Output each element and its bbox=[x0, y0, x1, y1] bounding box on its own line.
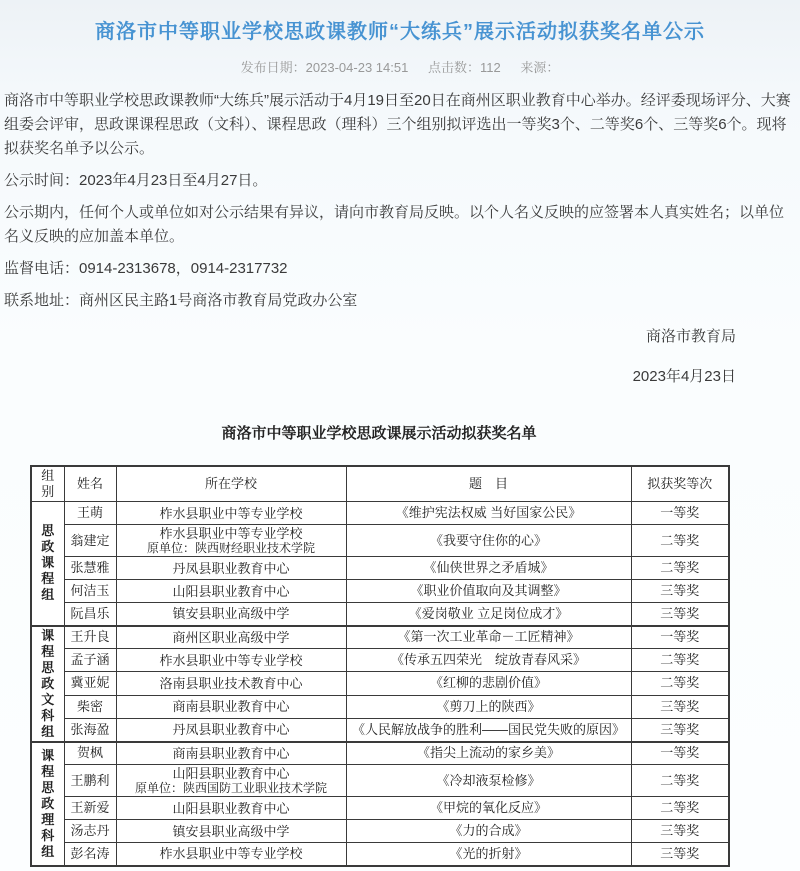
table-header-row bbox=[31, 466, 729, 502]
paragraph-publicity-period: 公示时间：2023年4月23日至4月27日。 bbox=[4, 172, 268, 189]
lesson-title-cell: 《职业价值取向及其调整》 bbox=[346, 580, 631, 603]
school-name: 柞水县职业中等专业学校 bbox=[159, 652, 303, 668]
school-name: 丹凤县职业教育中心 bbox=[172, 560, 290, 576]
header-name: 姓名 bbox=[64, 466, 116, 502]
teacher-name-cell: 王升良 bbox=[64, 626, 116, 649]
teacher-name-cell: 彭名涛 bbox=[64, 843, 116, 866]
click-count: 点击数：112 bbox=[427, 60, 501, 75]
award-cell: 二等奖 bbox=[631, 797, 729, 820]
teacher-name-cell: 翁建定 bbox=[64, 525, 116, 557]
award-cell: 三等奖 bbox=[631, 718, 729, 741]
award-cell: 三等奖 bbox=[631, 580, 729, 603]
lesson-title-cell: 《仙侠世界之矛盾城》 bbox=[346, 557, 631, 580]
paragraph-intro: 商洛市中等职业学校思政课教师“大练兵”展示活动于4月19日至20日在商州区职业教育中心举办。经评委现场评分、大赛组委会评审，思政课课程思政（文科）、课程思政（理科）三个组别拟评选出一等奖3个、二等奖6个、三等奖6个。现将拟获奖名单予以公示。 bbox=[4, 92, 791, 157]
table-caption: 商洛市中等职业学校思政课展示活动拟获奖名单 bbox=[221, 425, 537, 442]
award-cell: 三等奖 bbox=[631, 843, 729, 866]
teacher-name-cell: 王鹏利 bbox=[64, 765, 116, 797]
lesson-title-cell: 《光的折射》 bbox=[346, 843, 631, 866]
lesson-title-cell: 《力的合成》 bbox=[346, 820, 631, 843]
table-row bbox=[31, 626, 729, 649]
school-cell bbox=[116, 626, 346, 649]
lesson-title-cell: 《第一次工业革命－工匠精神》 bbox=[346, 626, 631, 649]
table-row bbox=[31, 843, 729, 866]
school-name: 山阳县职业教育中心 bbox=[172, 766, 290, 781]
paragraph-objection-notice: 公示期内，任何个人或单位如对公示结果有异议，请向市教育局反映。以个人名义反映的应签署本人真实姓名；以单位名义反映的应加盖本单位。 bbox=[4, 204, 785, 245]
school-name: 镇安县职业高级中学 bbox=[172, 823, 290, 839]
teacher-name-cell: 冀亚妮 bbox=[64, 672, 116, 695]
lesson-title-cell: 《维护宪法权威 当好国家公民》 bbox=[346, 502, 631, 525]
award-cell: 二等奖 bbox=[631, 649, 729, 672]
school-name: 柞水县职业中等专业学校 bbox=[159, 526, 303, 541]
lesson-title-cell: 《人民解放战争的胜利——国民党失败的原因》 bbox=[346, 718, 631, 741]
school-name: 山阳县职业教育中心 bbox=[172, 583, 290, 599]
teacher-name-cell: 阮昌乐 bbox=[64, 603, 116, 626]
page-title: 商洛市中等职业学校思政课教师“大练兵”展示活动拟获奖名单公示 bbox=[95, 21, 705, 43]
group-label: 课程思政理科组 bbox=[31, 742, 64, 866]
header-school: 所在学校 bbox=[116, 466, 346, 502]
school-name: 山阳县职业教育中心 bbox=[172, 800, 290, 816]
award-cell: 二等奖 bbox=[631, 525, 729, 557]
source-label: 来源： bbox=[520, 60, 560, 75]
table-row bbox=[31, 580, 729, 603]
school-cell bbox=[116, 603, 346, 626]
award-cell: 一等奖 bbox=[631, 742, 729, 765]
school-cell bbox=[116, 502, 346, 525]
award-cell: 二等奖 bbox=[631, 672, 729, 695]
table-row bbox=[31, 557, 729, 580]
teacher-name-cell: 张慧雅 bbox=[64, 557, 116, 580]
table-row bbox=[31, 718, 729, 741]
award-cell: 一等奖 bbox=[631, 626, 729, 649]
lesson-title-cell: 《剪刀上的陕西》 bbox=[346, 695, 631, 718]
article-meta bbox=[0, 57, 800, 76]
school-name: 洛南县职业技术教育中心 bbox=[159, 675, 303, 691]
school-name: 商南县职业教育中心 bbox=[172, 699, 290, 715]
school-name: 商南县职业教育中心 bbox=[172, 745, 290, 761]
group-label: 思政课程组 bbox=[31, 502, 64, 626]
lesson-title-cell: 《指尖上流动的家乡美》 bbox=[346, 742, 631, 765]
school-name: 镇安县职业高级中学 bbox=[172, 606, 290, 622]
school-cell bbox=[116, 580, 346, 603]
paragraph-supervision-phone: 监督电话：0914-2313678，0914-2317732 bbox=[4, 260, 288, 277]
teacher-name-cell: 孟子涵 bbox=[64, 649, 116, 672]
header-award: 拟获奖等次 bbox=[631, 466, 729, 502]
teacher-name-cell: 汤志丹 bbox=[64, 820, 116, 843]
school-cell bbox=[116, 695, 346, 718]
school-cell bbox=[116, 742, 346, 765]
table-row bbox=[31, 649, 729, 672]
group-label: 课程思政文科组 bbox=[31, 626, 64, 742]
school-note: 原单位：陕西财经职业技术学院 bbox=[146, 541, 315, 555]
school-name: 柞水县职业中等专业学校 bbox=[159, 846, 303, 862]
teacher-name-cell: 贺枫 bbox=[64, 742, 116, 765]
table-row bbox=[31, 672, 729, 695]
school-cell bbox=[116, 820, 346, 843]
table-row bbox=[31, 695, 729, 718]
teacher-name-cell: 柴密 bbox=[64, 695, 116, 718]
table-row bbox=[31, 742, 729, 765]
lesson-title-cell: 《我要守住你的心》 bbox=[346, 525, 631, 557]
teacher-name-cell: 王新爱 bbox=[64, 797, 116, 820]
school-name: 丹凤县职业教育中心 bbox=[172, 722, 290, 738]
lesson-title-cell: 《冷却液泵检修》 bbox=[346, 765, 631, 797]
school-name: 柞水县职业中等专业学校 bbox=[159, 505, 303, 521]
table-row bbox=[31, 525, 729, 557]
publish-date: 发布日期：2023-04-23 14:51 bbox=[240, 60, 409, 75]
table-row bbox=[31, 797, 729, 820]
table-row bbox=[31, 820, 729, 843]
school-name: 商州区职业高级中学 bbox=[172, 629, 290, 645]
table-row bbox=[31, 765, 729, 797]
school-cell bbox=[116, 797, 346, 820]
paragraph-contact-address: 联系地址：商州区民主路1号商洛市教育局党政办公室 bbox=[4, 292, 358, 309]
award-cell: 三等奖 bbox=[631, 820, 729, 843]
school-cell bbox=[116, 765, 346, 797]
table-row bbox=[31, 502, 729, 525]
teacher-name-cell: 张海盈 bbox=[64, 718, 116, 741]
teacher-name-cell: 王萌 bbox=[64, 502, 116, 525]
award-cell: 一等奖 bbox=[631, 502, 729, 525]
award-cell: 三等奖 bbox=[631, 603, 729, 626]
header-group: 组别 bbox=[31, 466, 64, 502]
school-note: 原单位：陕西国防工业职业技术学院 bbox=[134, 781, 327, 795]
lesson-title-cell: 《红柳的悲剧价值》 bbox=[346, 672, 631, 695]
lesson-title-cell: 《传承五四荣光 绽放青春风采》 bbox=[346, 649, 631, 672]
signature-organization: 商洛市教育局 bbox=[645, 328, 736, 345]
school-cell bbox=[116, 843, 346, 866]
school-cell bbox=[116, 557, 346, 580]
school-cell bbox=[116, 649, 346, 672]
lesson-title-cell: 《甲烷的氧化反应》 bbox=[346, 797, 631, 820]
award-cell: 三等奖 bbox=[631, 695, 729, 718]
school-cell bbox=[116, 525, 346, 557]
signature-date: 2023年4月23日 bbox=[632, 368, 736, 385]
article-body bbox=[0, 89, 800, 313]
school-cell bbox=[116, 718, 346, 741]
table-row bbox=[31, 603, 729, 626]
teacher-name-cell: 何洁玉 bbox=[64, 580, 116, 603]
header-topic: 题 目 bbox=[346, 466, 631, 502]
award-cell: 二等奖 bbox=[631, 765, 729, 797]
school-cell bbox=[116, 672, 346, 695]
award-table bbox=[30, 465, 730, 867]
lesson-title-cell: 《爱岗敬业 立足岗位成才》 bbox=[346, 603, 631, 626]
award-cell: 二等奖 bbox=[631, 557, 729, 580]
